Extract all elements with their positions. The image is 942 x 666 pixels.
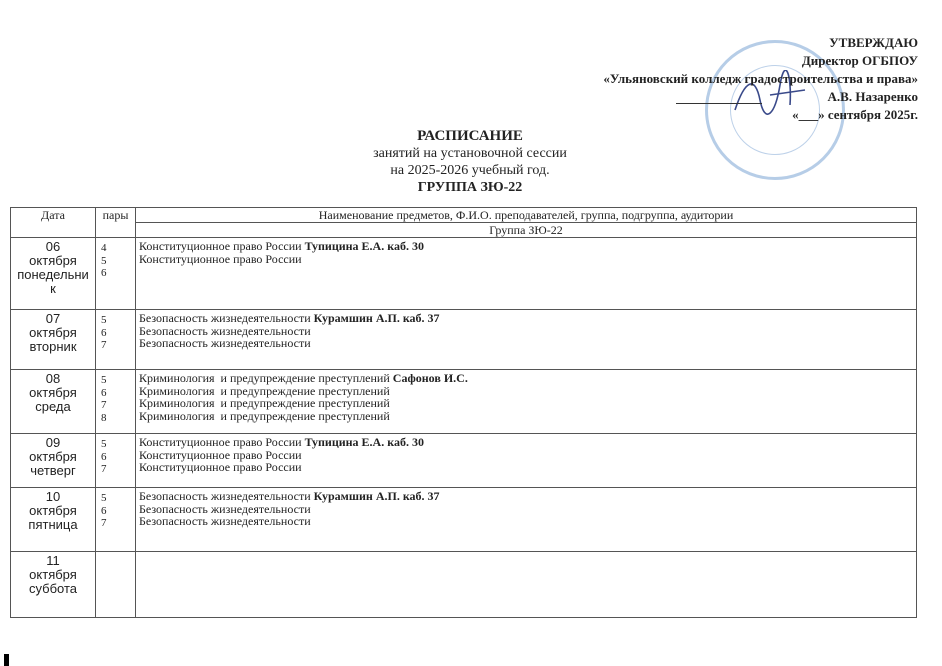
date-cell bbox=[11, 370, 96, 434]
table-row bbox=[11, 310, 917, 370]
approval-title: УТВЕРЖДАЮ bbox=[829, 35, 918, 50]
header-subjects: Наименование предметов, Ф.И.О. преподавателей, группа, подгруппа, аудитории bbox=[136, 208, 917, 223]
pair-number: 4 bbox=[101, 242, 107, 254]
subjects-cell bbox=[136, 370, 917, 434]
date-date: 11 bbox=[46, 553, 60, 568]
date-weekday: среда bbox=[35, 399, 71, 414]
subject-name: Безопасность жизнедеятельности bbox=[139, 489, 314, 503]
subject-line bbox=[139, 461, 913, 474]
teacher-name: Курамшин А.П. каб. 37 bbox=[313, 489, 440, 503]
date-cell bbox=[11, 552, 96, 618]
pair-number: 5 bbox=[101, 374, 107, 386]
date-weekday: пятница bbox=[28, 517, 78, 532]
subject-line bbox=[139, 515, 913, 528]
table-row bbox=[11, 552, 917, 618]
pairs-cell bbox=[96, 552, 136, 618]
document-header bbox=[300, 128, 640, 196]
date-month: октября bbox=[29, 503, 77, 518]
pair-number: 5 bbox=[101, 314, 107, 326]
subject-name: Безопасность жизнедеятельности bbox=[139, 514, 311, 528]
pair-number: 5 bbox=[101, 254, 107, 267]
pair-number: 5 bbox=[101, 492, 107, 504]
subject-line bbox=[139, 410, 913, 423]
date-month: октября bbox=[29, 449, 77, 464]
pair-number: 6 bbox=[101, 267, 107, 279]
table-row bbox=[11, 488, 917, 552]
pair-number: 7 bbox=[101, 463, 107, 475]
pair-number: 6 bbox=[101, 450, 107, 463]
date-month: октября bbox=[29, 253, 77, 268]
subject-name: Безопасность жизнедеятельности bbox=[139, 336, 311, 350]
teacher-name: Сафонов И.С. bbox=[392, 371, 468, 385]
pair-number: 6 bbox=[101, 504, 107, 517]
date-weekday: четверг bbox=[30, 463, 76, 478]
date-month: октября bbox=[29, 567, 77, 582]
date-weekday: понедельни bbox=[17, 267, 89, 282]
pairs-cell bbox=[96, 238, 136, 310]
pair-number: 6 bbox=[101, 326, 107, 339]
pair-number: 5 bbox=[101, 438, 107, 450]
date-date: 10 bbox=[45, 489, 61, 504]
date-cell bbox=[11, 434, 96, 488]
subject-name: Криминология и предупреждение преступлений bbox=[139, 408, 390, 423]
schedule-body bbox=[11, 238, 917, 618]
subject-line bbox=[139, 337, 913, 350]
header-group: Группа ЗЮ-22 bbox=[136, 223, 917, 238]
date-cell bbox=[11, 310, 96, 370]
subject-name: Безопасность жизнедеятельности bbox=[139, 501, 311, 516]
date-date: 07 bbox=[45, 311, 61, 326]
date-date: 06 bbox=[45, 239, 61, 254]
teacher-name: Курамшин А.П. каб. 37 bbox=[313, 311, 440, 325]
pairs-cell bbox=[96, 488, 136, 552]
date-cell bbox=[11, 238, 96, 310]
date-month: октября bbox=[29, 325, 77, 340]
pair-number: 7 bbox=[101, 339, 107, 351]
pair-number: 6 bbox=[101, 386, 107, 399]
date-weekday2: к bbox=[50, 281, 56, 296]
subject-name: Криминология и предупреждение преступлений bbox=[139, 396, 390, 410]
subject-name: Безопасность жизнедеятельности bbox=[139, 323, 311, 338]
schedule-table bbox=[10, 207, 917, 618]
date-date: 09 bbox=[45, 435, 61, 450]
subjects-cell bbox=[136, 238, 917, 310]
subjects-cell bbox=[136, 488, 917, 552]
date-month: октября bbox=[29, 385, 77, 400]
date-weekday: суббота bbox=[28, 581, 78, 596]
scan-edge-mark bbox=[4, 654, 9, 666]
table-row bbox=[11, 238, 917, 310]
subject-line bbox=[139, 253, 913, 266]
pair-number: 8 bbox=[101, 411, 107, 424]
pairs-cell bbox=[96, 370, 136, 434]
pair-number: 7 bbox=[101, 517, 107, 529]
subject-name: Безопасность жизнедеятельности bbox=[139, 311, 314, 325]
date-date: 08 bbox=[45, 371, 61, 386]
document-subtitle-1: занятий на установочной сессии bbox=[373, 146, 567, 161]
table-row bbox=[11, 434, 917, 488]
group-title: ГРУППА ЗЮ-22 bbox=[417, 180, 523, 195]
approval-position: Директор ОГБПОУ bbox=[801, 53, 918, 68]
teacher-name: Тупицина Е.А. каб. 30 bbox=[304, 435, 424, 449]
approval-name: А.В. Назаренко bbox=[827, 89, 918, 104]
subject-line bbox=[139, 265, 913, 278]
pairs-cell bbox=[96, 310, 136, 370]
subject-name: Криминология и предупреждение преступлений bbox=[139, 383, 390, 398]
subject-name: Конституционное право России bbox=[139, 447, 302, 462]
date-cell bbox=[11, 488, 96, 552]
date-weekday: вторник bbox=[29, 339, 77, 354]
subject-name: Конституционное право России bbox=[139, 251, 302, 266]
header-pairs: пары bbox=[96, 208, 136, 238]
subjects-cell bbox=[136, 552, 917, 618]
approval-college: «Ульяновский колледж градостроительства и права» bbox=[603, 71, 918, 86]
approval-date: «___» сентября 2025г. bbox=[792, 107, 918, 122]
subjects-cell bbox=[136, 434, 917, 488]
approval-block bbox=[603, 34, 918, 124]
subject-name: Конституционное право России bbox=[139, 239, 305, 253]
subjects-cell bbox=[136, 310, 917, 370]
pair-number: 7 bbox=[101, 399, 107, 411]
document-title: РАСПИСАНИЕ bbox=[417, 128, 523, 144]
table-row bbox=[11, 370, 917, 434]
pairs-cell bbox=[96, 434, 136, 488]
header-date: Дата bbox=[11, 208, 96, 238]
document-subtitle-2: на 2025-2026 учебный год. bbox=[390, 163, 550, 178]
teacher-name: Тупицина Е.А. каб. 30 bbox=[304, 239, 424, 253]
subject-name: Конституционное право России bbox=[139, 460, 302, 474]
subject-name: Криминология и предупреждение преступлений bbox=[139, 371, 393, 385]
subject-name: Конституционное право России bbox=[139, 435, 305, 449]
